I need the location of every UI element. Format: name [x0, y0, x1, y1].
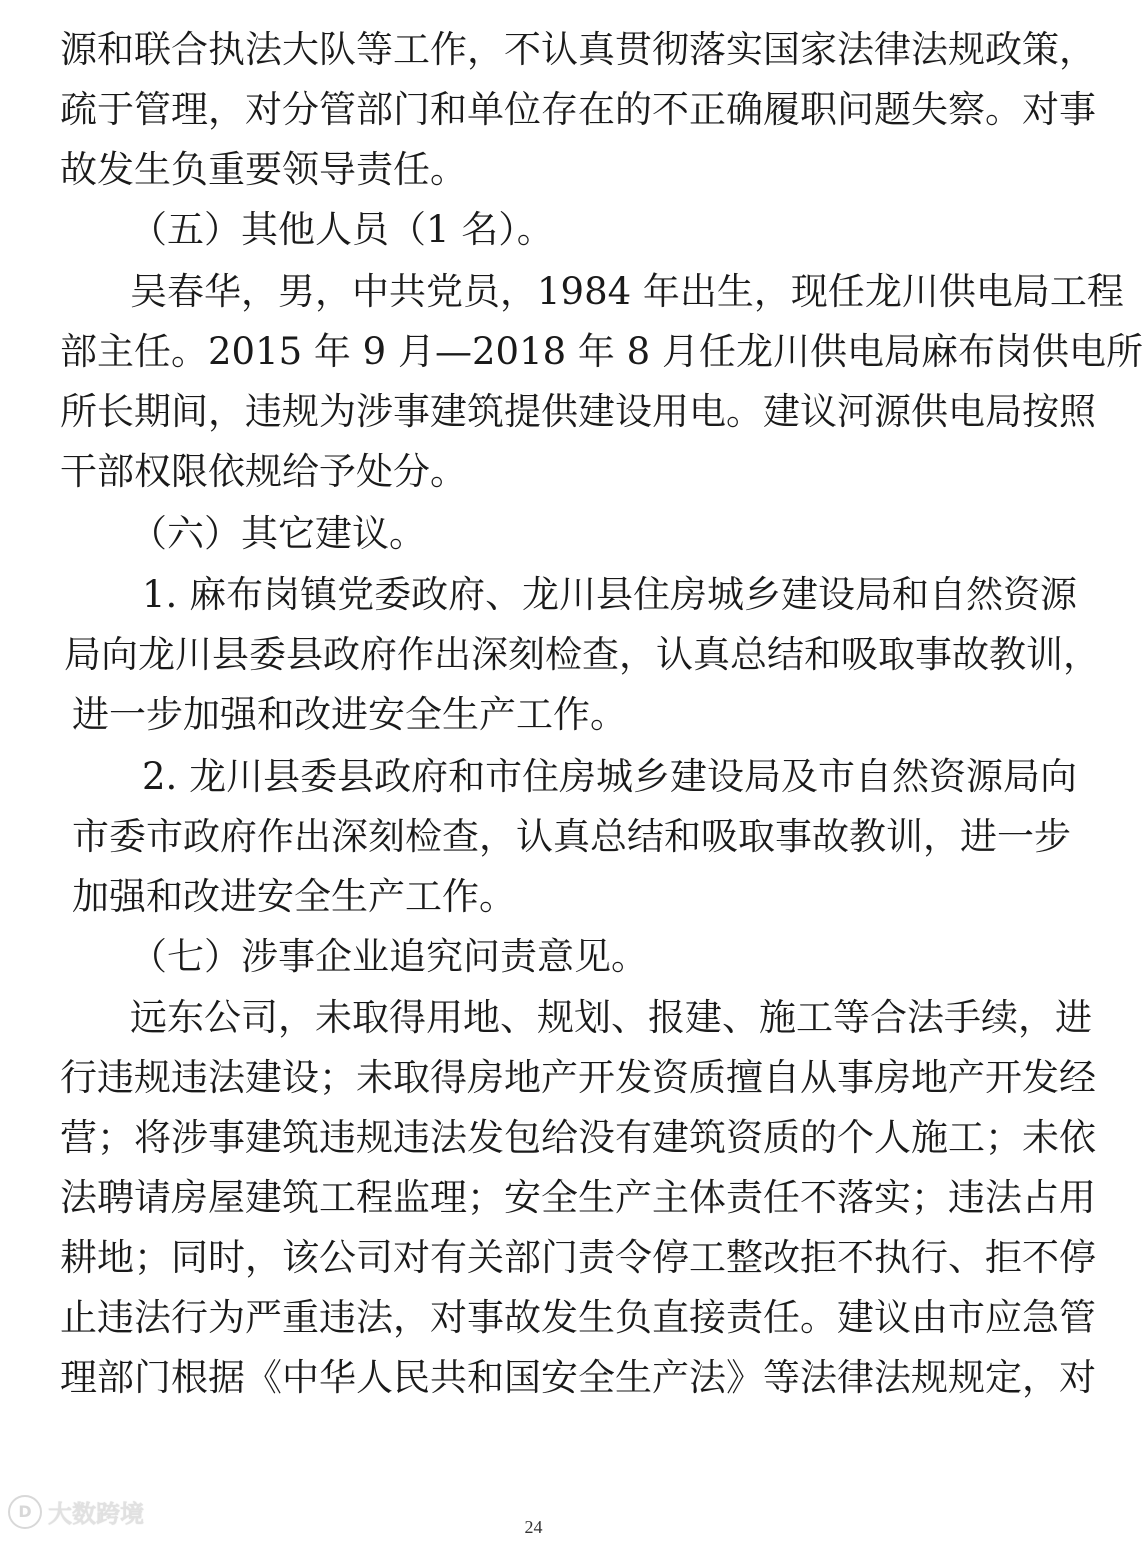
text-line: 市委市政府作出深刻检查，认真总结和吸取事故教训，进一步 [72, 815, 1071, 858]
text-line: 营；将涉事建筑违规违法发包给没有建筑资质的个人施工；未依 [60, 1116, 1096, 1159]
text-line: 法聘请房屋建筑工程监理；安全生产主体责任不落实；违法占用 [60, 1176, 1096, 1219]
text-line: 1. 麻布岗镇党委政府、龙川县住房城乡建设局和自然资源 [142, 573, 1078, 616]
watermark-logo-icon: D [8, 1495, 42, 1529]
text-line: 2. 龙川县委县政府和市住房城乡建设局及市自然资源局向 [142, 755, 1078, 798]
text-line: 源和联合执法大队等工作，不认真贯彻落实国家法律法规政策， [60, 28, 1096, 71]
text-line: 局向龙川县委县政府作出深刻检查，认真总结和吸取事故教训， [64, 633, 1100, 676]
text-line: 部主任。2015 年 9 月—2018 年 8 月任龙川供电局麻布岗供电所 [60, 330, 1143, 373]
text-line: 理部门根据《中华人民共和国安全生产法》等法律法规规定，对 [60, 1356, 1096, 1399]
text-line: 所长期间，违规为涉事建筑提供建设用电。建议河源供电局按照 [60, 390, 1096, 433]
text-line: 行违规违法建设；未取得房地产开发资质擅自从事房地产开发经 [60, 1056, 1096, 1099]
text-line: 耕地；同时，该公司对有关部门责令停工整改拒不执行、拒不停 [60, 1236, 1096, 1279]
section-heading: （六）其它建议。 [130, 512, 426, 555]
text-line: 止违法行为严重违法，对事故发生负直接责任。建议由市应急管 [60, 1296, 1096, 1339]
text-line: 故发生负重要领导责任。 [60, 148, 467, 191]
text-line: 疏于管理，对分管部门和单位存在的不正确履职问题失察。对事 [60, 88, 1096, 131]
section-heading: （五）其他人员（1 名）。 [130, 208, 554, 251]
watermark-text: 大数跨境 [48, 1500, 144, 1528]
section-heading: （七）涉事企业追究问责意见。 [130, 935, 648, 978]
text-line: 干部权限依规给予处分。 [60, 450, 467, 493]
text-line: 吴春华，男，中共党员，1984 年出生，现任龙川供电局工程 [130, 270, 1124, 313]
text-line: 远东公司，未取得用地、规划、报建、施工等合法手续，进 [130, 996, 1092, 1039]
page-number: 24 [524, 1517, 543, 1537]
text-line: 进一步加强和改进安全生产工作。 [72, 693, 627, 736]
text-line: 加强和改进安全生产工作。 [72, 875, 516, 918]
